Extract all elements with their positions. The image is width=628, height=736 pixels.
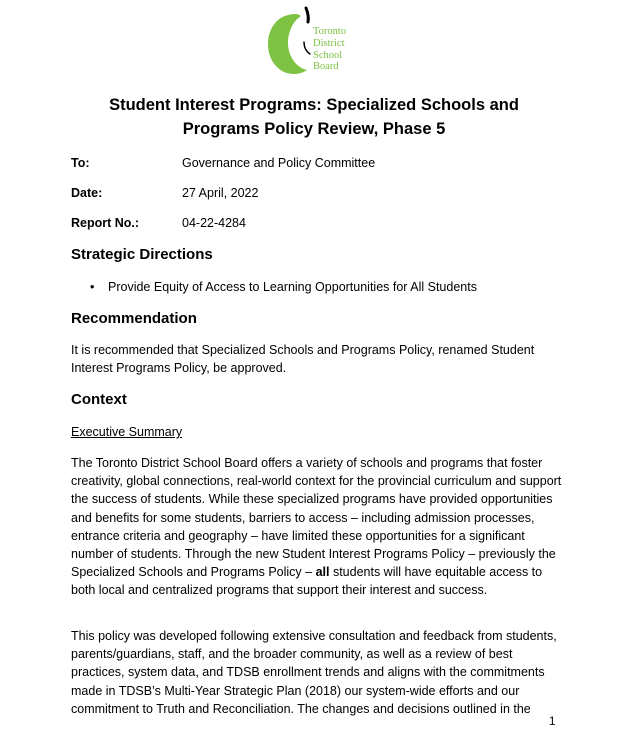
executive-summary-subheading: Executive Summary	[71, 425, 183, 439]
context-paragraph-2: This policy was developed following extensive consultation and feedback from students, parents/guardians, staff, and the broader community, as well as a review of best practices, system data, and TDSB enrollment trends and aligns with the commitments made in TDSB’s Multi-Year Strategic Plan (2018) our system-wide efforts and our commitment to Truth and Reconciliation. The changes and decisions outlined in the	[71, 629, 557, 716]
date-label: Date:	[71, 186, 103, 200]
page-number: 1	[549, 716, 556, 728]
title-line-1: Student Interest Programs: Specialized Schools and	[109, 96, 519, 114]
to-value: Governance and Policy Committee	[182, 156, 376, 170]
document-title	[60, 93, 568, 141]
emphasis-all: all	[315, 565, 330, 580]
bullet-text: Provide Equity of Access to Learning Opportunities for All Students	[108, 280, 477, 294]
to-label: To:	[71, 156, 90, 170]
recommendation-text: It is recommended that Specialized Schools and Programs Policy, renamed Student Interest Programs Policy, be approved.	[71, 343, 535, 376]
strategic-heading: Strategic Directions	[71, 246, 213, 263]
logo-line: Toronto	[313, 26, 347, 37]
context-heading: Context	[71, 391, 127, 408]
logo-line: Board	[313, 61, 339, 73]
context-paragraph-1	[71, 454, 563, 600]
text-run: The Toronto District School Board offers a variety of schools and programs that foster creativity, global connections, real-world context for the provincial curriculum and support the success of students. While these specialized programs have provided opportunities and benefits for some students, barriers to access – including admission processes, entrance criteria and geography – have limited these opportunities for a significant number of students. Through the new Student Interest Programs Policy – previously the Specialized Schools and Programs Policy –	[71, 456, 562, 580]
text-run: students will have equitable access to both local and centralized programs that support their interest and success.	[71, 565, 543, 598]
logo-text	[313, 26, 346, 73]
report-label: Report No.:	[71, 216, 140, 230]
date-value: 27 April, 2022	[182, 186, 259, 200]
recommendation-heading: Recommendation	[71, 310, 197, 327]
report-value: 04-22-4284	[182, 216, 246, 230]
logo-line: District	[313, 37, 345, 49]
tdsb-logo	[266, 6, 362, 76]
bullet-icon: •	[90, 280, 95, 294]
logo-line: School	[313, 49, 343, 61]
title-line-2: Programs Policy Review, Phase 5	[182, 120, 446, 138]
